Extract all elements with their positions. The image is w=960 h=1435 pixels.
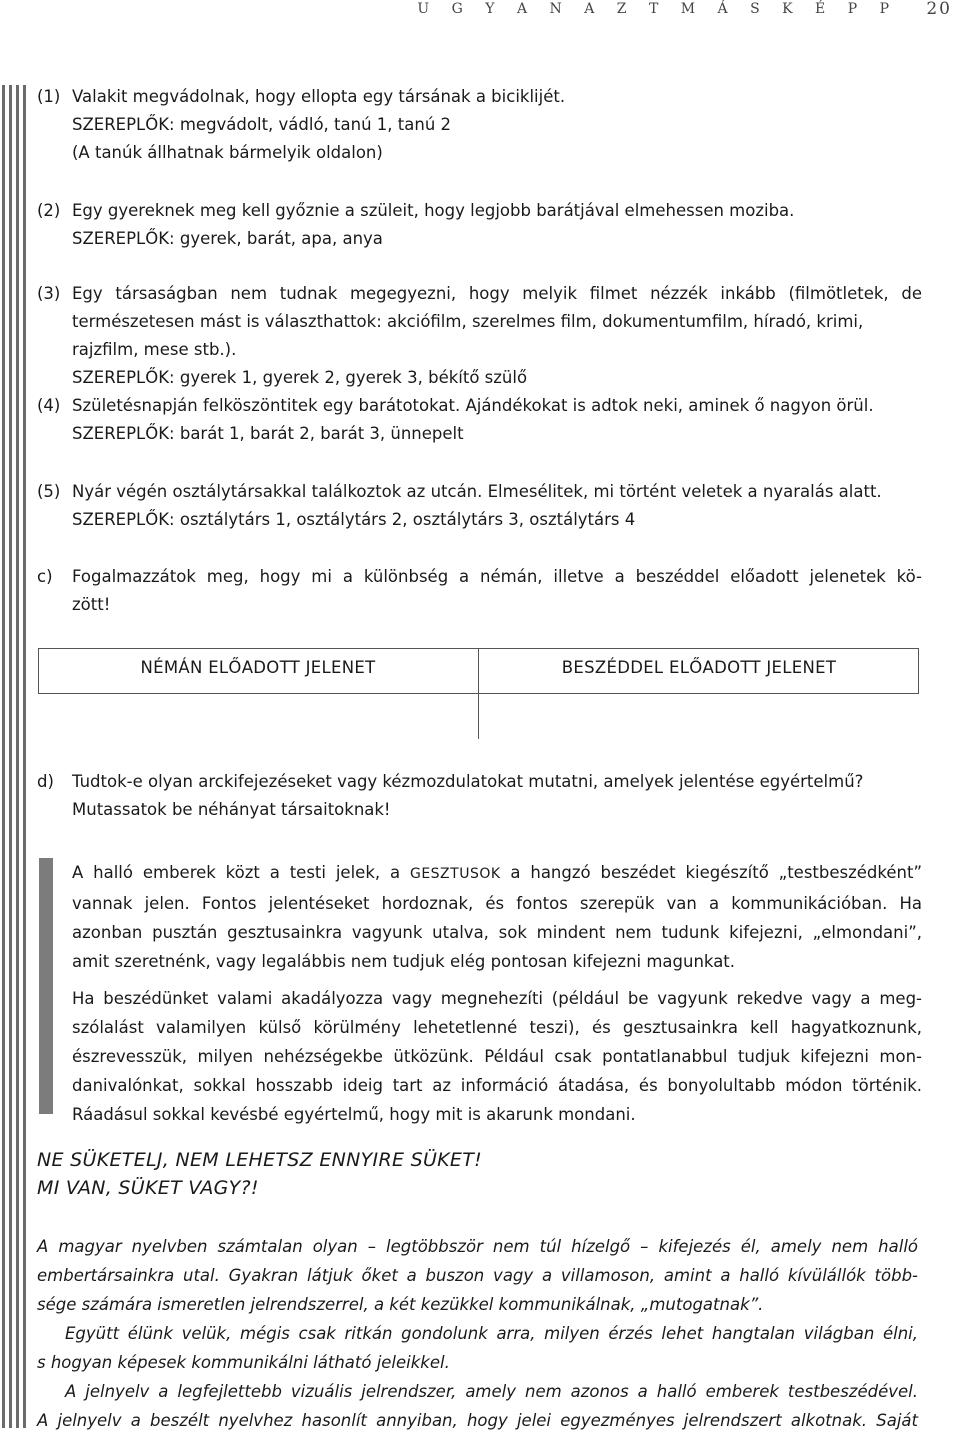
intro-paragraph — [37, 1232, 918, 1435]
intro-line: embertársainkra utal. Gyakran látjuk őket a buszon vagy a villamoson, amint a halló kívülállók több- — [37, 1266, 918, 1285]
margin-bar — [9, 85, 12, 1428]
item-line: SZEREPLŐK: gyerek 1, gyerek 2, gyerek 3, békítő szülő — [72, 368, 528, 387]
item-number: (5) — [37, 482, 61, 501]
margin-bars — [0, 85, 30, 1428]
exercise-item-1 — [37, 83, 922, 167]
running-title: U G Y A N A Z T M Á S K É P P — [417, 1, 898, 17]
intro-line: A jelnyelv a beszélt nyelvhez hasonlít annyiban, hogy jelei egyezményes jelrendszert alkotnak. Saját — [37, 1411, 918, 1430]
info-paragraph-1 — [72, 858, 922, 976]
info-line: amit szeretnénk, vagy legalábbis nem tudjuk elég pontosan kifejezni magunkat. — [72, 952, 736, 971]
info-box-bar — [39, 858, 53, 1114]
info-box — [37, 858, 922, 1129]
item-line: SZEREPLŐK: barát 1, barát 2, barát 3, ünnepelt — [72, 424, 464, 443]
info-line: vannak jelen. Fontos jelentéseket hordoznak, és fontos szerepük van a kommunikációban. Ha — [72, 894, 922, 913]
intro-line: A jelnyelv a legfejlettebb vizuális jelrendszer, amely nem azonos a halló emberek testbeszédével. — [65, 1382, 918, 1401]
margin-bar — [2, 85, 5, 1428]
item-line: Mutassatok be néhányat társaitoknak! — [72, 800, 391, 819]
item-number: c) — [37, 567, 53, 586]
table-header-silent: NÉMÁN ELŐADOTT JELENET — [140, 658, 376, 677]
item-line: természetesen mást is választhattok: akciófilm, szerelmes film, dokumentumfilm, híradó, krimi, — [72, 312, 864, 331]
intro-line: sége számára ismeretlen jelrendszerrel, a két kezükkel kommunikálnak, „mutogatnak”. — [37, 1295, 764, 1314]
margin-bar — [23, 85, 26, 1428]
comparison-table — [38, 648, 919, 739]
info-paragraph-2 — [72, 984, 922, 1129]
page-number: 20 — [926, 0, 952, 19]
task-c — [37, 563, 922, 619]
item-line: Valakit megvádolnak, hogy ellopta egy társának a biciklijét. — [72, 87, 566, 106]
exercise-item-5 — [37, 478, 922, 534]
info-text: A halló emberek közt a testi jelek, a — [72, 863, 410, 882]
item-number: d) — [37, 772, 54, 791]
info-line: azonban pusztán gesztusainkra vagyunk utalva, sok mindent nem tudunk kifejezni, „elmondani”, — [72, 923, 922, 942]
item-number: (1) — [37, 87, 61, 106]
intro-line: A magyar nyelvben számtalan olyan – legtöbbször nem túl hízelgő – kifejezés él, amely nem halló — [37, 1237, 918, 1256]
item-line: Születésnapján felköszöntitek egy barátotokat. Ajándékokat is adtok neki, aminek ő nagyon örül. — [72, 396, 874, 415]
item-line: Egy társaságban nem tudnak megegyezni, hogy melyik filmet nézzék inkább (filmötletek, de — [72, 284, 922, 303]
item-line: SZEREPLŐK: gyerek, barát, apa, anya — [72, 229, 383, 248]
page-header — [0, 0, 960, 30]
margin-bar — [16, 85, 19, 1428]
info-line: danivalónkat, sokkal hosszabb ideig tart az információ átadása, és bonyolultabb módon történik. — [72, 1076, 922, 1095]
section-heading — [37, 1146, 482, 1202]
intro-line: Együtt élünk velük, mégis csak ritkán gondolunk arra, milyen érzés lehet hangtalan világban élni, — [65, 1324, 918, 1343]
item-line: Egy gyereknek meg kell győznie a szüleit, hogy legjobb barátjával elmehessen moziba. — [72, 201, 795, 220]
item-line: Nyár végén osztálytársakkal találkoztok az utcán. Elmesélitek, mi történt veletek a nyaralás alatt. — [72, 482, 882, 501]
exercise-item-2 — [37, 197, 922, 253]
info-line — [72, 858, 922, 889]
heading-line-1: NE SÜKETELJ, NEM LEHETSZ ENNYIRE SÜKET! — [37, 1149, 483, 1171]
info-text: a hangzó beszédet kiegészítő „testbeszédként” — [500, 863, 922, 882]
item-line: (A tanúk állhatnak bármelyik oldalon) — [72, 143, 383, 162]
item-line: SZEREPLŐK: megvádolt, vádló, tanú 1, tanú 2 — [72, 115, 452, 134]
exercise-item-3 — [37, 280, 922, 392]
info-line: Ráadásul sokkal kevésbé egyértelmű, hogy mit is akarunk mondani. — [72, 1105, 636, 1124]
keyword-gesztusok: GESZTUSOK — [409, 866, 501, 882]
item-line: zött! — [72, 595, 111, 614]
task-d — [37, 768, 922, 824]
item-line: rajzfilm, mese stb.). — [72, 340, 237, 359]
intro-line: s hogyan képesek kommunikálni látható jeleikkel. — [37, 1353, 450, 1372]
exercise-item-4 — [37, 392, 922, 448]
heading-line-2: MI VAN, SÜKET VAGY?! — [37, 1177, 259, 1199]
item-number: (2) — [37, 201, 61, 220]
info-line: szólalást valamilyen külső körülmény lehetetlenné teszi), és gesztusainkra kell hagyatkoznunk, — [72, 1018, 922, 1037]
item-number: (4) — [37, 396, 61, 415]
table-header-spoken: BESZÉDDEL ELŐADOTT JELENET — [561, 658, 837, 677]
item-number: (3) — [37, 284, 61, 303]
info-line: észrevesszük, milyen nehézségekbe ütközünk. Például csak pontatlanabbul tudjuk kifejezni mon- — [72, 1047, 922, 1066]
info-line: Ha beszédünket valami akadályozza vagy megnehezíti (például be vagyunk rekedve vagy a meg- — [72, 989, 922, 1008]
item-line: Fogalmazzátok meg, hogy mi a különbség a némán, illetve a beszéddel előadott jelenetek kö- — [72, 567, 922, 586]
item-line: SZEREPLŐK: osztálytárs 1, osztálytárs 2, osztálytárs 3, osztálytárs 4 — [72, 510, 636, 529]
item-line: Tudtok-e olyan arckifejezéseket vagy kézmozdulatokat mutatni, amelyek jelentése egyértelmű? — [72, 772, 864, 791]
